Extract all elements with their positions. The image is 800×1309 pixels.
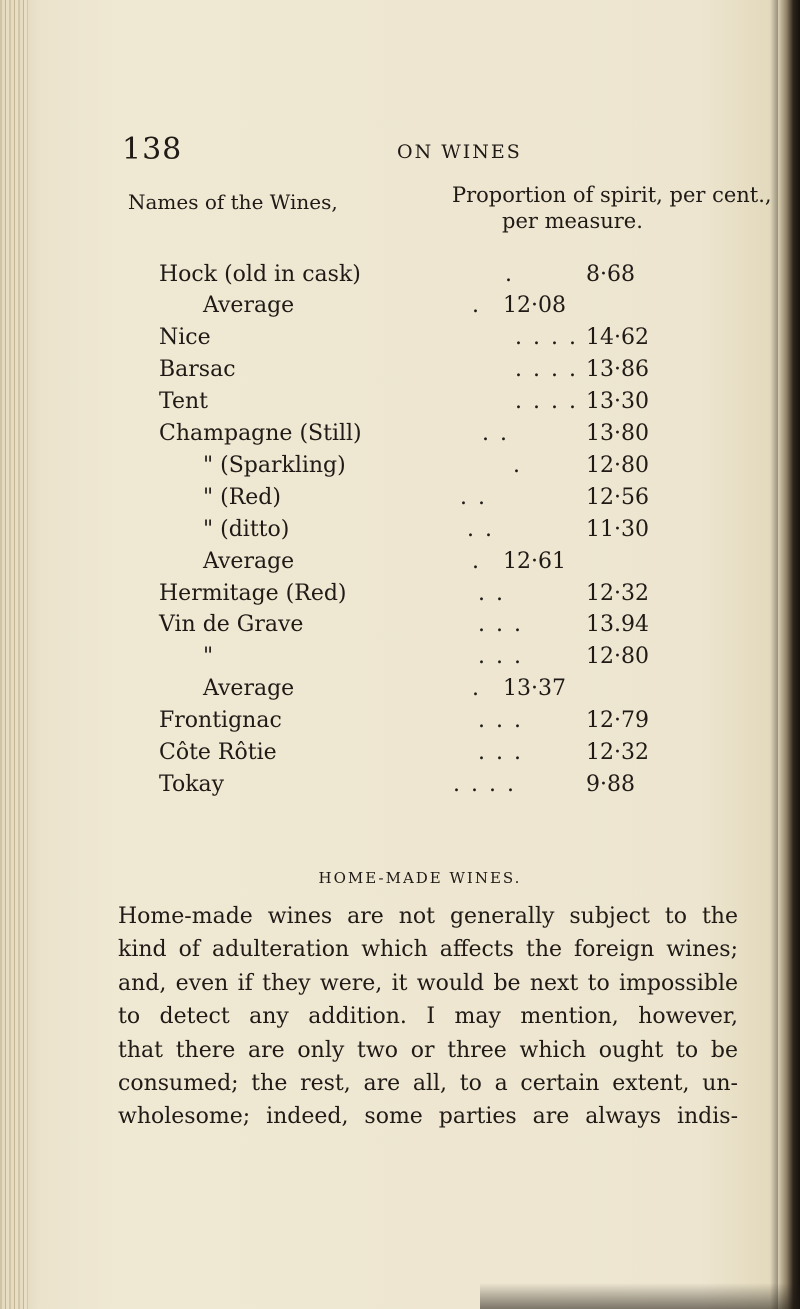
spirit-value: 14·62 — [586, 325, 649, 350]
leader-dots: . . — [482, 421, 509, 446]
table-row — [0, 581, 800, 613]
spirit-value: 9·88 — [586, 772, 635, 797]
average-value: 12·61 — [503, 549, 566, 574]
table-row — [0, 708, 800, 740]
running-head: ON WINES — [397, 141, 522, 163]
spirit-value: 12·79 — [586, 708, 649, 733]
wine-name: Vin de Grave — [159, 612, 304, 637]
paragraph-line: consumed; the rest, are all, to a certain extent, un- — [118, 1071, 738, 1097]
paragraph-line: kind of adulteration which affects the foreign wines; — [118, 937, 738, 963]
table-row — [0, 453, 800, 485]
body-paragraph — [118, 900, 738, 1134]
leader-dots: . — [472, 549, 481, 574]
wine-name: Nice — [159, 325, 211, 350]
spirit-value: 11·30 — [586, 517, 649, 542]
table-row — [0, 612, 800, 644]
table-row — [0, 517, 800, 549]
table-row — [0, 325, 800, 357]
section-heading: HOME-MADE WINES. — [318, 869, 522, 887]
paragraph-line: and, even if they were, it would be next to impossible — [118, 970, 738, 996]
spirit-value: 13.94 — [586, 612, 649, 637]
wine-name: Champagne (Still) — [159, 421, 362, 446]
table-column-header-proportion — [452, 182, 772, 234]
table-column-header-names: Names of the Wines, — [128, 190, 338, 214]
leader-dots: . . — [478, 581, 505, 606]
leader-dots: . . . — [478, 612, 523, 637]
wine-name: Hermitage (Red) — [159, 581, 347, 606]
spirit-value: 12·32 — [586, 581, 649, 606]
paragraph-line: to detect any addition. I may mention, however, — [118, 1004, 738, 1030]
leader-dots: . . . — [478, 644, 523, 669]
wine-name: " (Sparkling) — [203, 453, 346, 478]
average-value: 13·37 — [503, 676, 566, 701]
spirit-value: 12·56 — [586, 485, 649, 510]
table-row — [0, 357, 800, 389]
wine-name: Barsac — [159, 357, 236, 382]
wine-name: " (Red) — [203, 485, 281, 510]
leader-dots: . . . — [478, 708, 523, 733]
leader-dots: . . — [460, 485, 487, 510]
page-corner-shadow — [480, 1283, 800, 1309]
wine-name: " (ditto) — [203, 517, 290, 542]
paragraph-line: Home-made wines are not generally subject to the — [118, 904, 738, 929]
wine-name: Hock (old in cask) — [159, 262, 361, 287]
spirit-value: 8·68 — [586, 262, 635, 287]
leader-dots: . — [472, 676, 481, 701]
table-row — [0, 485, 800, 517]
leader-dots: . . — [467, 517, 494, 542]
table-row — [0, 676, 800, 708]
spirit-value: 13·30 — [586, 389, 649, 414]
leader-dots: . . . . — [515, 325, 578, 350]
wine-name: Average — [203, 549, 295, 574]
spirit-value: 12·80 — [586, 644, 649, 669]
table-row — [0, 772, 800, 804]
leader-dots: . . . . — [453, 772, 516, 797]
wine-name: Côte Rôtie — [159, 740, 277, 765]
table-row — [0, 293, 800, 325]
spirit-value: 13·86 — [586, 357, 649, 382]
wine-name: Average — [203, 676, 295, 701]
spirit-value: 13·80 — [586, 421, 649, 446]
wine-name: Tent — [159, 389, 208, 414]
spirit-value: 12·80 — [586, 453, 649, 478]
table-row — [0, 421, 800, 453]
leader-dots: . — [472, 293, 481, 318]
leader-dots: . — [505, 262, 514, 287]
leader-dots: . . . . — [515, 357, 578, 382]
table-row — [0, 262, 800, 294]
average-value: 12·08 — [503, 293, 566, 318]
table-row — [0, 389, 800, 421]
wine-name: " — [203, 644, 214, 669]
wine-name: Average — [203, 293, 295, 318]
page-number: 138 — [122, 132, 183, 167]
leader-dots: . — [513, 453, 522, 478]
column-header-line-1: Proportion of spirit, per cent., — [452, 183, 772, 207]
paragraph-line: wholesome; indeed, some parties are always indis- — [118, 1104, 738, 1130]
spirit-value: 12·32 — [586, 740, 649, 765]
wine-name: Tokay — [159, 772, 225, 797]
column-header-line-2: per measure. — [502, 209, 643, 233]
paragraph-line: that there are only two or three which ought to be — [118, 1037, 738, 1063]
leader-dots: . . . . — [515, 389, 578, 414]
wine-name: Frontignac — [159, 708, 282, 733]
table-row — [0, 549, 800, 581]
leader-dots: . . . — [478, 740, 523, 765]
table-row — [0, 740, 800, 772]
table-row — [0, 644, 800, 676]
